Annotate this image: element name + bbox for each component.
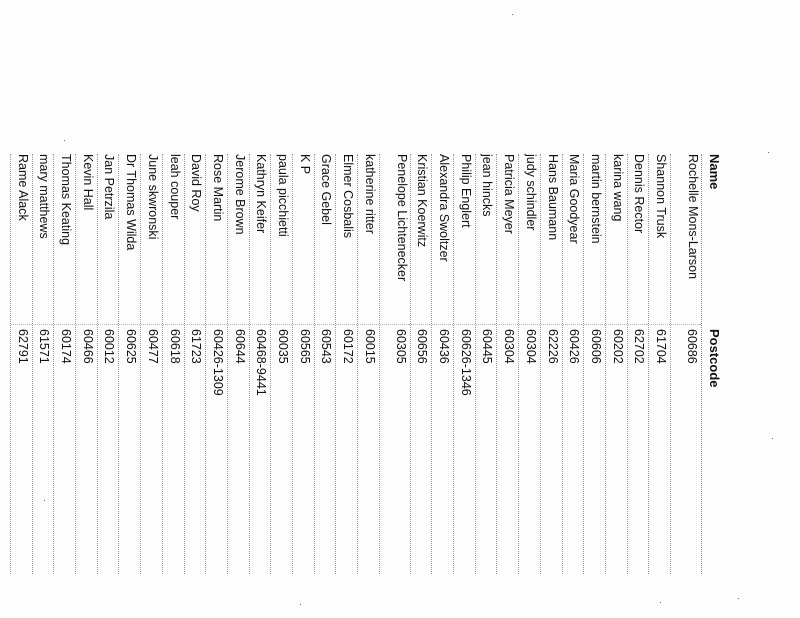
postcode-cell: 60174 <box>59 329 74 364</box>
name-cell: Jerome Brown <box>232 154 247 235</box>
column-divider <box>336 324 357 325</box>
scan-speck <box>512 14 513 15</box>
table-body <box>10 154 701 574</box>
column-divider <box>671 324 701 325</box>
name-cell: K P <box>297 154 312 175</box>
column-divider <box>250 324 271 325</box>
table-row <box>540 154 562 574</box>
column-divider <box>541 324 562 325</box>
postcode-cell: 61704 <box>654 329 668 364</box>
postcode-cell: 60656 <box>415 329 430 364</box>
name-cell: Rochelle Mons-Larson <box>686 154 700 280</box>
table-row <box>32 154 54 574</box>
postcode-cell: 60644 <box>232 329 247 364</box>
name-cell: Jan Petrzila <box>102 154 117 220</box>
column-divider <box>498 324 519 325</box>
name-cell: Kristian Koerwitz <box>415 154 430 248</box>
contacts-table <box>10 154 724 574</box>
postcode-cell: 60012 <box>102 329 117 364</box>
table-row <box>379 154 410 574</box>
column-divider <box>206 324 227 325</box>
column-header-name: Name <box>707 154 722 190</box>
scan-speck <box>300 604 301 605</box>
name-cell: Rame Alack <box>15 154 30 221</box>
postcode-cell: 60445 <box>480 329 495 364</box>
column-divider <box>293 324 314 325</box>
column-divider <box>411 324 432 325</box>
column-divider <box>76 324 97 325</box>
table-row <box>357 154 379 574</box>
postcode-cell: 60426-1309 <box>210 329 225 396</box>
name-cell: Patricia Meyer <box>502 154 517 234</box>
postcode-cell: 60304 <box>523 329 538 364</box>
table-row <box>335 154 357 574</box>
postcode-cell: 60625 <box>124 329 139 364</box>
name-cell: karina wang <box>610 154 625 222</box>
name-cell: Philip Englert <box>458 154 473 228</box>
postcode-cell: 62702 <box>632 329 647 364</box>
table-row <box>75 154 97 574</box>
table-row <box>453 154 475 574</box>
name-cell: June skwronski <box>145 154 160 240</box>
name-cell: paula picchietti <box>276 154 290 237</box>
column-header-postcode: Postcode <box>707 329 722 388</box>
postcode-cell: 62791 <box>15 329 30 364</box>
postcode-cell: 60466 <box>80 329 95 364</box>
table-row <box>249 154 271 574</box>
table-row <box>410 154 432 574</box>
table-row <box>583 154 605 574</box>
column-divider <box>11 324 32 325</box>
scan-speck <box>768 152 769 153</box>
postcode-cell: 60618 <box>167 329 182 364</box>
postcode-cell: 60172 <box>341 329 356 364</box>
postcode-cell: 60305 <box>393 329 408 364</box>
postcode-cell: 62226 <box>545 329 560 364</box>
postcode-cell: 60606 <box>588 329 603 364</box>
column-divider <box>185 324 206 325</box>
scan-speck <box>772 438 773 439</box>
name-cell: Elmer Cosbalis <box>341 154 356 239</box>
name-cell: Maria Goodyear <box>567 154 582 244</box>
postcode-cell: 60565 <box>297 329 312 364</box>
column-divider <box>120 324 141 325</box>
column-divider <box>33 324 54 325</box>
table-row <box>670 154 701 574</box>
table-row <box>10 154 32 574</box>
name-cell: jean hincks <box>480 154 495 217</box>
name-cell: martin bernstein <box>588 154 603 244</box>
name-cell: Dennis Rector <box>632 154 647 234</box>
scan-speck <box>64 140 65 141</box>
table-row <box>605 154 627 574</box>
scan-speck <box>660 602 661 603</box>
postcode-cell: 60426 <box>567 329 582 364</box>
postcode-cell: 60436 <box>437 329 452 364</box>
postcode-cell: 60015 <box>362 329 377 364</box>
column-divider <box>584 324 605 325</box>
name-cell: Kevin Hall <box>80 154 95 211</box>
postcode-cell: 61571 <box>37 329 52 364</box>
postcode-cell: 61723 <box>189 329 204 364</box>
postcode-cell: 60202 <box>610 329 625 364</box>
table-row <box>140 154 162 574</box>
table-row <box>292 154 314 574</box>
column-divider <box>228 324 249 325</box>
table-row <box>627 154 649 574</box>
name-cell: Rose Martin <box>210 154 225 222</box>
table-row <box>431 154 453 574</box>
postcode-cell: 60468-9441 <box>254 329 269 396</box>
name-cell: Shannon Trusk <box>654 154 668 239</box>
column-divider <box>271 324 292 325</box>
table-row <box>270 154 292 574</box>
name-cell: Hans Baumann <box>545 154 560 241</box>
table-row <box>497 154 519 574</box>
table-row <box>119 154 141 574</box>
table-row <box>184 154 206 574</box>
column-divider <box>141 324 162 325</box>
table-row <box>53 154 75 574</box>
name-cell: Alexandra Swoltzer <box>437 154 452 262</box>
name-cell: Kathryn Keifer <box>254 154 269 234</box>
scan-speck <box>738 598 739 599</box>
name-cell: judy schindler <box>523 154 538 231</box>
column-divider <box>649 324 670 325</box>
postcode-cell: 60477 <box>145 329 160 364</box>
name-cell: leah couper <box>167 154 182 220</box>
table-row <box>518 154 540 574</box>
name-cell: Dr Thomas Wilda <box>124 154 139 251</box>
column-divider <box>358 324 379 325</box>
table-row <box>205 154 227 574</box>
postcode-cell: 60035 <box>276 329 290 364</box>
column-divider <box>454 324 475 325</box>
column-divider <box>563 324 584 325</box>
column-divider <box>476 324 497 325</box>
table-row <box>162 154 184 574</box>
name-cell: Thomas Keating <box>59 154 74 246</box>
name-cell: mary matthews <box>37 154 52 239</box>
column-divider <box>54 324 75 325</box>
column-divider <box>98 324 119 325</box>
column-divider <box>628 324 649 325</box>
column-divider <box>315 324 336 325</box>
table-row <box>97 154 119 574</box>
name-cell: Grace Gebel <box>319 154 334 225</box>
postcode-cell: 60304 <box>502 329 517 364</box>
table-header-row <box>701 154 724 574</box>
column-divider <box>519 324 540 325</box>
column-divider <box>432 324 453 325</box>
postcode-cell: 60543 <box>319 329 334 364</box>
table-row <box>314 154 336 574</box>
name-cell: katherine ritter <box>362 154 377 234</box>
table-row <box>227 154 249 574</box>
column-divider <box>606 324 627 325</box>
column-divider <box>163 324 184 325</box>
table-row <box>475 154 497 574</box>
postcode-cell: 60626-1346 <box>458 329 473 396</box>
column-divider <box>380 324 410 325</box>
scan-speck <box>44 500 45 501</box>
postcode-cell: 60686 <box>685 329 699 364</box>
table-row <box>562 154 584 574</box>
name-cell: David Roy <box>189 154 204 212</box>
name-cell: Penelope Lichtenecker <box>394 154 409 282</box>
table-row <box>648 154 670 574</box>
